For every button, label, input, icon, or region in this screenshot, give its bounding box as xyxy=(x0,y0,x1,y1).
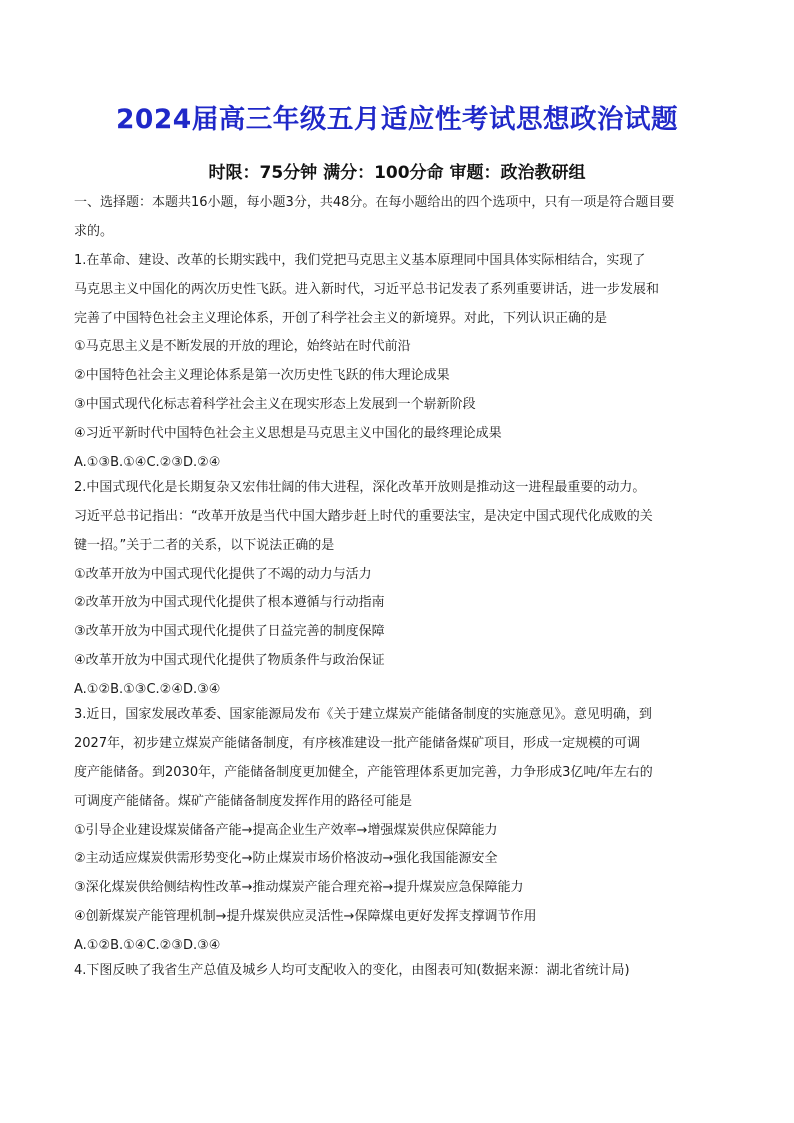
option-line: ④习近平新时代中国特色社会主义思想是马克思主义中国化的最终理论成果 xyxy=(74,426,502,441)
option-line: ②主动适应煤炭供需形势变化→防止煤炭市场价格波动→强化我国能源安全 xyxy=(74,851,498,866)
option-line: ③深化煤炭供给侧结构性改革→推动煤炭产能合理充裕→提升煤炭应急保障能力 xyxy=(74,880,524,895)
question-stem-line: 马克思主义中国化的两次历史性飞跃。进入新时代，习近平总书记发表了系列重要讲话，进一步发展和 xyxy=(74,282,660,297)
page-title: 2024届高三年级五月适应性考试思想政治试题 xyxy=(115,104,679,135)
option-line: ①引导企业建设煤炭储备产能→提高企业生产效率→增强煤炭供应保障能力 xyxy=(74,823,498,838)
section-intro-line: 求的。 xyxy=(74,224,114,239)
option-line: ②中国特色社会主义理论体系是第一次历史性飞跃的伟大理论成果 xyxy=(74,368,450,383)
question-stem-line: 完善了中国特色社会主义理论体系，开创了科学社会主义的新境界。对此，下列认识正确的是 xyxy=(74,311,608,326)
option-line: ③改革开放为中国式现代化提供了日益完善的制度保障 xyxy=(74,624,385,639)
option-line: ①马克思主义是不断发展的开放的理论，始终站在时代前沿 xyxy=(74,339,411,354)
section-intro-line: 一、选择题：本题共16小题，每小题3分，共48分。在每小题给出的四个选项中，只有一项是符合题目要 xyxy=(74,195,675,210)
question-stem-line: 2.中国式现代化是长期复杂又宏伟壮阔的伟大进程，深化改革开放则是推动这一进程最重要的动力。 xyxy=(74,480,646,495)
question-stem-line: 度产能储备。到2030年，产能储备制度更加健全，产能管理体系更加完善，力争形成3亿吨/年左右的 xyxy=(74,765,653,780)
question-stem-line: 1.在革命、建设、改革的长期实践中，我们党把马克思主义基本原理同中国具体实际相结合，实现了 xyxy=(74,253,646,268)
option-line: ①改革开放为中国式现代化提供了不竭的动力与活力 xyxy=(74,567,372,582)
question-stem-line: 3.近日，国家发展改革委、国家能源局发布《关于建立煤炭产能储备制度的实施意见》。意见明确，到 xyxy=(74,707,652,722)
option-line: ②改革开放为中国式现代化提供了根本遵循与行动指南 xyxy=(74,595,385,610)
question-stem-line: 键一招。”关于二者的关系，以下说法正确的是 xyxy=(74,538,335,553)
option-line: ③中国式现代化标志着科学社会主义在现实形态上发展到一个崭新阶段 xyxy=(74,397,476,412)
question-stem-line: 4.下图反映了我省生产总值及城乡人均可支配收入的变化，由图表可知(数据来源：湖北省统计局) xyxy=(74,963,630,978)
question-stem-line: 2027年，初步建立煤炭产能储备制度，有序核准建设一批产能储备煤矿项目，形成一定规模的可调 xyxy=(74,736,641,751)
question-stem-line: 可调度产能储备。煤矿产能储备制度发挥作用的路径可能是 xyxy=(74,794,413,809)
answer-choices: A.①②B.①③C.②④D.③④ xyxy=(74,682,221,697)
answer-choices: A.①②B.①④C.②③D.③④ xyxy=(74,938,221,953)
option-line: ④创新煤炭产能管理机制→提升煤炭供应灵活性→保障煤电更好发挥支撑调节作用 xyxy=(74,909,537,924)
answer-choices: A.①③B.①④C.②③D.②④ xyxy=(74,455,221,470)
question-stem-line: 习近平总书记指出：“改革开放是当代中国大踏步赶上时代的重要法宝，是决定中国式现代化成败的关 xyxy=(74,509,653,524)
page-subtitle: 时限：75分钟 满分：100分命 审题：政治教研组 xyxy=(208,163,586,183)
option-line: ④改革开放为中国式现代化提供了物质条件与政治保证 xyxy=(74,653,385,668)
